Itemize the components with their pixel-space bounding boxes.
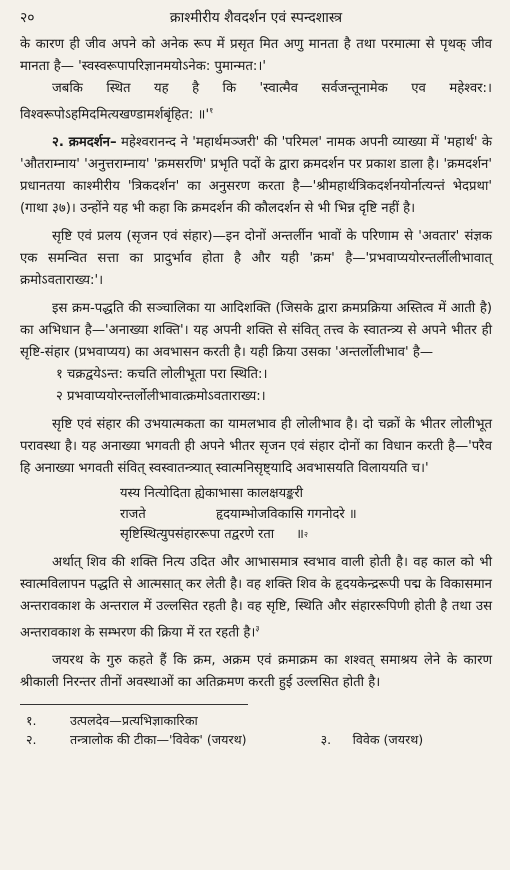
paragraph-6: सृष्टि एवं संहार की उभयात्मकता का यामलभाव ही लोलीभाव है। दो चक्रों के भीतर लोलीभूत परावस्था है। यह अनाख्या भगवती ही अपने भीतर सृजन एवं संहार दोनों का विधान करती है—'परैव हि अनाख्या भगवती संवित् स्वस्वातन्त्र्यात् स्वात्मनिसृष्ट्यादि अवभासयति विलाययति च।' xyxy=(20,417,492,477)
section-heading: २. क्रमदर्शन– xyxy=(52,135,117,151)
paragraph-3-text: महेश्वरानन्द ने 'महार्थमञ्जरी' की 'परिमल' नामक अपनी व्याख्या में 'महार्थ' के 'औतराम्नाय' 'अनुत्तराम्नाय' 'क्रमसरणि' प्रभृति पदों के द्वारा क्रमदर्शन पर प्रकाश डाला है। 'क्रमदर्शन' प्रधानतया काश्मीरीय 'त्रिकदर्शन' का अनुसरण करता है—'श्रीमहार्थत्रिकदर्शनयोर्नात्यन्तं भेदप्रथा' (गाथा ३७)। उन्होंने यह भी कहा कि क्रमदर्शन की कौलदर्शन से भी भिन्न दृष्टि नहीं है। xyxy=(20,135,492,217)
footnote-ref-1: १ xyxy=(209,106,214,115)
verse-line-2: २ प्रभवाप्ययोरन्तर्लोलीभावात्क्रमोऽवताराख्य:। xyxy=(56,389,266,405)
quote-line-3-a: सृष्टिस्थित्युपसंहाररूपा तद्वरणे रता xyxy=(120,527,275,543)
paragraph-2-text: जबकि स्थित यह है कि 'स्वात्मैव सर्वजन्तूनामेक एव महेश्वर:। विश्वरूपोऽहमिदमित्यखण्डामर्शबृंहित: ॥' xyxy=(20,81,492,123)
footnote-ref-3: ३ xyxy=(255,623,260,633)
paragraph-8: जयरथ के गुरु कहते हैं कि क्रम, अक्रम एवं क्रमाक्रम का शश्वत् समाश्रय लेने के कारण श्रीकाली निरन्तर तीनों अवस्थाओं का अतिक्रमण करती हुई उल्लसित होती है। xyxy=(20,653,492,691)
quote-line-1 xyxy=(120,484,492,505)
footnote-1-text: उत्पलदेव—प्रत्यभिज्ञाकारिका xyxy=(70,713,198,729)
page-number: २० xyxy=(20,10,35,26)
quote-line-1-text: यस्य नित्योदिता ह्येकाभासा कालक्षयङ्करी xyxy=(120,486,304,502)
footnote-2-3 xyxy=(20,730,492,749)
footnote-3-text: विवेक (जयरथ) xyxy=(352,732,424,748)
quote-line-3-b: ॥ xyxy=(296,527,304,543)
footnote-2-number: २. xyxy=(26,732,37,748)
sanskrit-quote xyxy=(20,484,492,546)
quote-line-2-a: राजते xyxy=(120,506,146,522)
paragraph-4: सृष्टि एवं प्रलय (सृजन एवं संहार)—इन दोनों अन्तर्लीन भावों के परिणाम से 'अवतार' संज्ञक एक समन्वित सत्ता का प्रादुर्भाव होता है और यही 'क्रम' है—'प्रभवाप्ययोरन्तर्लीलीभावात् क्रमोऽवताराख्य:'। xyxy=(20,229,492,289)
verse-line-1: १ चक्रद्वयेऽन्त: कचति लोलीभूता परा स्थिति:। xyxy=(56,367,268,383)
footnote-1-number: १. xyxy=(26,713,37,729)
running-title: क्राश्मीरीय शैवदर्शन एवं स्पन्दशास्त्र xyxy=(169,10,343,26)
paragraph-1: के कारण ही जीव अपने को अनेक रूप में प्रसृत मित अणु मानता है तथा परमात्मा से पृथक् जीव मानता है— 'स्वस्वरूपापरिज्ञानमयोऽनेक: पुमान्मत:।' xyxy=(20,37,492,74)
footnote-1 xyxy=(20,711,492,730)
footnote-ref-2: २ xyxy=(303,530,309,540)
paragraph-5: इस क्रम-पद्धति की सञ्चालिका या आदिशक्ति (जिसके द्वारा क्रमप्रक्रिया अस्तित्व में आती है) का अभिधान है—'अनाख्या शक्ति'। यह अपनी शक्ति से संवित् तत्त्व के स्वातन्त्र्य से अपने भीतर ही सृष्टि-संहार (प्रभवाप्यय) का अवभासन करती है। यही क्रिया उसका 'अन्तर्लोलीभाव' है— xyxy=(20,301,492,361)
quote-line-3 xyxy=(120,525,492,546)
footnote-3-number: ३. xyxy=(320,732,332,748)
quote-line-2-b: हृदयाम्भोजविकासि गगनोदरे ॥ xyxy=(216,506,357,522)
paragraph-7-text: अर्थात् शिव की शक्ति नित्य उदित और आभासमात्र स्वभाव वाली होती है। वह काल को भी स्वात्मविलापन पद्धति से आत्मसात् कर लेती है। वह शक्ति शिव के हृदयकेन्द्ररूपी पद्म के विकासमान अन्तरावकाश के अन्तराल में उल्लसित रहती है। वह सृष्टि, स्थिति और संहाररूपिणी होती है तथा उस अन्तरावकाश के सम्भरण की क्रिया में रत रहती है। xyxy=(20,554,492,641)
quote-line-2 xyxy=(120,505,492,526)
running-header xyxy=(20,8,492,34)
paragraph-2 xyxy=(20,78,492,126)
paragraph-kramadarshan xyxy=(20,132,492,220)
paragraph-7 xyxy=(20,552,492,644)
footnote-divider xyxy=(20,704,248,705)
footnote-2-text: तन्त्रालोक की टीका—'विवेक' (जयरथ) xyxy=(70,732,247,748)
